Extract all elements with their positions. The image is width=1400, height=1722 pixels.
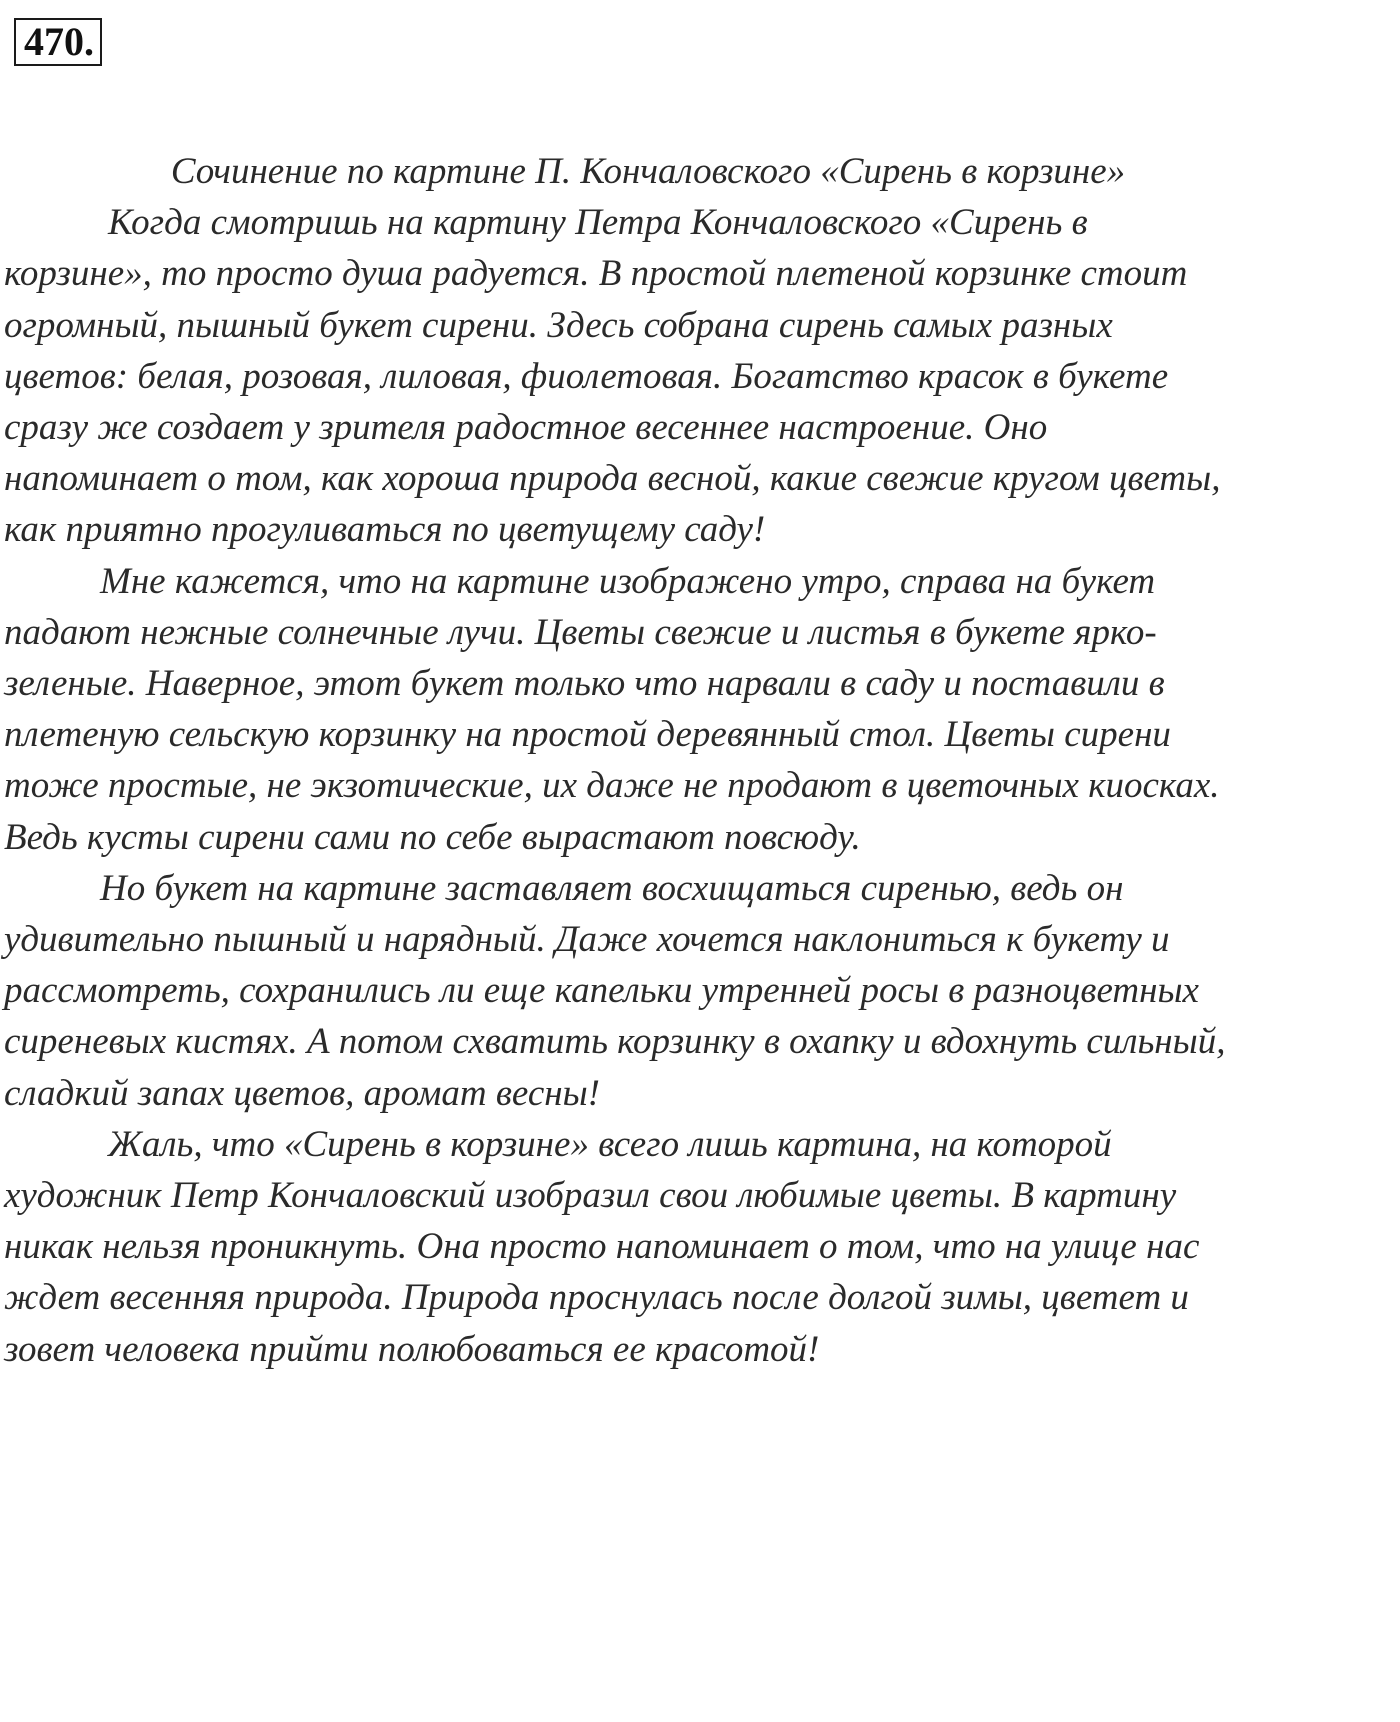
paragraph-line: падают нежные солнечные лучи. Цветы свежие и листья в букете ярко- <box>4 611 1157 653</box>
exercise-number: 470. <box>14 18 102 66</box>
paragraph-line: огромный, пышный букет сирени. Здесь собрана сирень самых разных <box>4 304 1113 346</box>
paragraph-4 <box>4 1119 1384 1375</box>
paragraph-line: удивительно пышный и нарядный. Даже хочется наклониться к букету и <box>4 919 1170 961</box>
paragraph-line: корзине», то просто душа радуется. В простой плетеной корзинке стоит <box>4 253 1188 295</box>
paragraph-line: сразу же создает у зрителя радостное весеннее настроение. Оно <box>4 407 1048 449</box>
paragraph-line: зеленые. Наверное, этот букет только что нарвали в саду и поставили в <box>4 663 1165 705</box>
paragraph-line: цветов: белая, розовая, лиловая, фиолетовая. Богатство красок в букете <box>4 355 1169 397</box>
paragraph-line: ждет весенняя природа. Природа проснулась после долгой зимы, цветет и <box>4 1277 1189 1319</box>
paragraph-line: Мне кажется, что на картине изображено утро, справа на букет <box>100 560 1156 602</box>
paragraph-line: художник Петр Кончаловский изобразил свои любимые цветы. В картину <box>4 1175 1177 1217</box>
paragraph-line: зовет человека прийти полюбоваться ее красотой! <box>4 1328 820 1370</box>
paragraph-line: Когда смотришь на картину Петра Кончаловского «Сирень в <box>108 202 1088 244</box>
paragraph-line: сладкий запах цветов, аромат весны! <box>4 1072 600 1114</box>
essay <box>4 146 1384 1375</box>
paragraph-line: рассмотреть, сохранились ли еще капельки утренней росы в разноцветных <box>4 970 1199 1012</box>
paragraph-1 <box>4 197 1384 555</box>
paragraph-line: сиреневых кистях. А потом схватить корзинку в охапку и вдохнуть сильный, <box>4 1021 1226 1063</box>
essay-title: Сочинение по картине П. Кончаловского «Сирень в корзине» <box>170 151 1126 192</box>
paragraph-2 <box>4 556 1384 863</box>
paragraph-line: как приятно прогуливаться по цветущему саду! <box>4 509 766 551</box>
paragraph-line: никак нельзя проникнуть. Она просто напоминает о том, что на улице нас <box>4 1226 1200 1268</box>
paragraph-3 <box>4 863 1384 1119</box>
paragraph-line: Но букет на картине заставляет восхищаться сиренью, ведь он <box>100 867 1124 909</box>
paragraph-line: Ведь кусты сирени сами по себе вырастают повсюду. <box>4 816 861 858</box>
paragraph-line: Жаль, что «Сирень в корзине» всего лишь картина, на которой <box>108 1123 1112 1165</box>
paragraph-line: плетеную сельскую корзинку на простой деревянный стол. Цветы сирени <box>4 714 1171 756</box>
paragraph-line: напоминает о том, как хороша природа весной, какие свежие кругом цветы, <box>4 458 1221 500</box>
paragraph-line: тоже простые, не экзотические, их даже не продают в цветочных киосках. <box>4 765 1220 807</box>
